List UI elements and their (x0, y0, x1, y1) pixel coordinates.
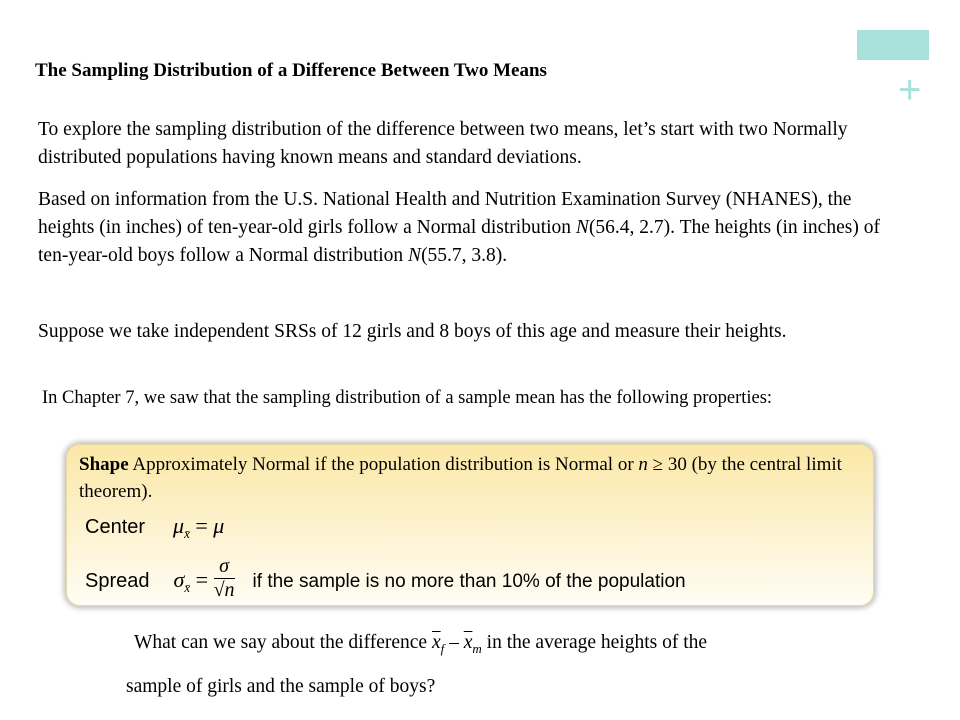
spread-equals: = (190, 567, 214, 593)
nhanes-text-c: (55.7, 3.8). (421, 245, 508, 266)
spread-denominator: √n (213, 579, 235, 601)
spread-sigma: σ (173, 567, 185, 593)
spread-label: Spread (85, 570, 150, 593)
center-rhs: μ (213, 513, 225, 538)
normal-symbol: N (408, 245, 422, 266)
accent-bar (857, 30, 929, 60)
center-label: Center (85, 516, 146, 538)
center-equals: = (189, 513, 214, 538)
normal-symbol: N (575, 217, 589, 238)
shape-text-a: Approximately Normal if the population distribution is Normal or (128, 454, 639, 475)
spread-fraction (214, 555, 235, 602)
srs-paragraph: Suppose we take independent SRSs of 12 girls and 8 boys of this age and measure their heights. (38, 321, 787, 342)
question-text-a: What can we say about the difference (134, 632, 432, 653)
nhanes-paragraph (38, 186, 908, 270)
center-mu: μ (173, 513, 185, 538)
nhanes-text-a: Based on information from the U.S. National Health and Nutrition Examination Survey (NHANES), the heights (in inches) of ten-year-old girls follow a Normal distribution (38, 189, 852, 238)
slide-title: The Sampling Distribution of a Difference Between Two Means (35, 60, 547, 81)
nhanes-text-b: (56.4, 2.7). The heights (in inches) of ten-year-old boys follow a Normal distribution (38, 217, 880, 266)
plus-icon: + (898, 68, 922, 112)
spread-subscript: x̄ (184, 580, 191, 596)
intro-paragraph: To explore the sampling distribution of the difference between two means, let’s start with two Normally distributed populations having known means and standard deviations. (38, 119, 848, 168)
center-subscript: x̄ (184, 526, 190, 541)
xbar-f-subscript: f (440, 640, 445, 656)
shape-label: Shape (79, 454, 129, 475)
shape-text-b: ≥ 30 (by the central limit theorem). (79, 454, 842, 502)
xbar-m: $\overline{x}$ (463, 632, 473, 653)
question-minus: – (444, 632, 464, 653)
center-property (85, 513, 224, 542)
shape-n: n (638, 454, 648, 475)
xbar-m-subscript: m (472, 640, 482, 656)
shape-property (79, 451, 859, 505)
spread-numerator: σ (214, 555, 235, 579)
spread-property (85, 555, 686, 606)
properties-box (66, 444, 874, 606)
question-line-2: sample of girls and the sample of boys? (126, 676, 436, 697)
spread-condition: if the sample is no more than 10% of the population (252, 571, 686, 593)
chapter-paragraph: In Chapter 7, we saw that the sampling distribution of a sample mean has the following properties: (42, 388, 773, 408)
question-line-1 (134, 632, 707, 657)
question-text-b: in the average heights of the (481, 632, 708, 653)
xbar-f: $\overline{x}$ (431, 632, 441, 653)
